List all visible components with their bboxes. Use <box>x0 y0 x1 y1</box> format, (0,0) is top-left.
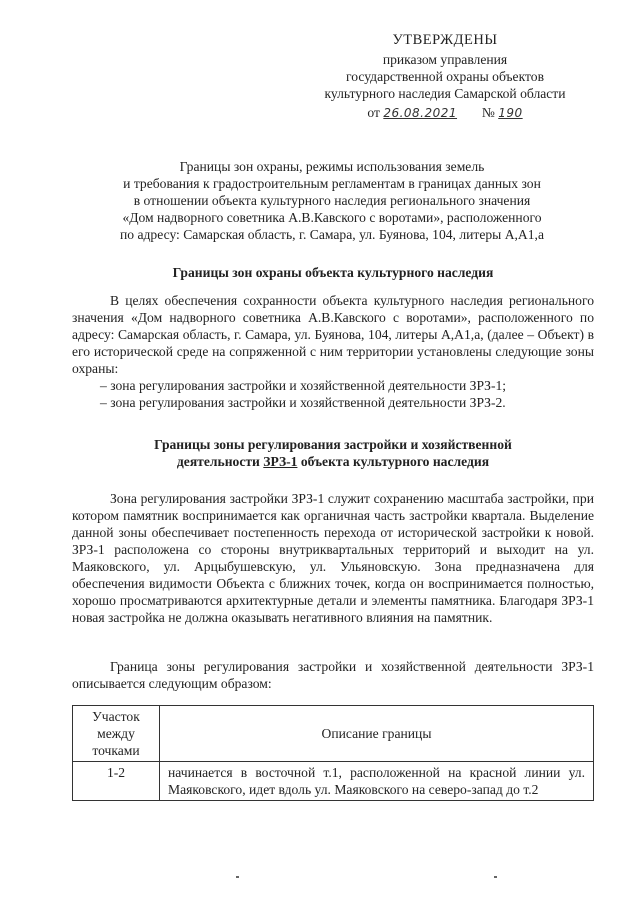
boundary-table <box>72 705 594 801</box>
title-line: Границы зон охраны, режимы использования земель <box>179 159 485 174</box>
paragraph-text: Зона регулирования застройки ЗРЗ-1 служит сохранению масштаба застройки, при котором памятник воспринимается как органичная часть застройки квартала. Выделение данной зоны обеспечивает постепенность перехода от исторической застройки к новой. ЗРЗ-1 расположена со стороны внутриквартальных территорий и выходит на ул. Маяковского, ул. Арцыбушевскую, ул. Ульяновскую. Зона предназначена для обеспечения видимости Объекта с ближних точек, когда он воспринимается полностью, хорошо просматриваются архитектурные детали и элементы памятника. Благодаря ЗРЗ-1 новая застройка не должна оказывать негативного влияния на памятник. <box>72 491 594 625</box>
heading-text: деятельности <box>176 454 260 469</box>
heading-text: объекта культурного наследия <box>300 454 490 469</box>
scan-mark <box>236 876 239 878</box>
section2-paragraph2 <box>72 658 594 692</box>
segment-cell: 1-2 <box>73 762 160 801</box>
title-line: «Дом надворного советника А.В.Кавского с воротами», расположенного <box>122 210 542 225</box>
table-header-row <box>73 706 594 762</box>
approval-line: государственной охраны объектов <box>345 69 544 84</box>
zone-code: ЗРЗ-1 <box>263 454 298 469</box>
table-row <box>73 762 594 801</box>
zone-list-item: – зона регулирования застройки и хозяйственной деятельности ЗРЗ-2. <box>100 395 506 410</box>
approval-line: культурного наследия Самарской области <box>324 86 566 101</box>
section2-heading-line1: Границы зоны регулирования застройки и хозяйственной <box>154 437 512 452</box>
section1-body <box>72 292 594 411</box>
number-prefix: № <box>481 105 495 120</box>
approval-block <box>300 32 590 122</box>
paragraph-text: Граница зоны регулирования застройки и хозяйственной деятельности ЗРЗ-1 описывается следующим образом: <box>72 659 594 691</box>
title-line: в отношении объекта культурного наследия регионального значения <box>133 193 531 208</box>
section2-heading-line2 <box>72 453 594 470</box>
description-cell: начинается в восточной т.1, расположенной на красной линии ул. Маяковского, идет вдоль ул. Маяковского на северо-запад до т.2 <box>160 762 594 801</box>
approval-title: УТВЕРЖДЕНЫ <box>392 32 498 48</box>
section2-heading <box>72 436 594 470</box>
section2-paragraph1 <box>72 490 594 626</box>
approval-date-number <box>300 104 590 122</box>
section1-heading: Границы зон охраны объекта культурного наследия <box>172 265 494 280</box>
approval-line: приказом управления <box>382 52 508 67</box>
handwritten-date: 26.08.2021 <box>383 106 458 120</box>
table-header-segment: Участок между точками <box>73 706 160 762</box>
section1-paragraph: В целях обеспечения сохранности объекта культурного наследия регионального значения «Дом надворного советника А.В.Кавского с воротами», расположенного по адресу: Самарская область, г. Самара, ул. Буянова, 104, литеры А,А1,а, (далее – Объект) в его исторической среде на сопряженной с ним территории установлены следующие зоны охраны: <box>72 293 594 376</box>
handwritten-number: 190 <box>498 106 523 120</box>
document-title <box>72 158 592 243</box>
zone-list-item: – зона регулирования застройки и хозяйственной деятельности ЗРЗ-1; <box>100 378 507 393</box>
title-line: и требования к градостроительным регламентам в границах данных зон <box>123 176 541 191</box>
title-line: по адресу: Самарская область, г. Самара, ул. Буянова, 104, литеры А,А1,а <box>120 227 544 242</box>
table-header-description: Описание границы <box>160 706 594 762</box>
scan-mark <box>494 876 497 878</box>
date-prefix: от <box>367 105 380 120</box>
